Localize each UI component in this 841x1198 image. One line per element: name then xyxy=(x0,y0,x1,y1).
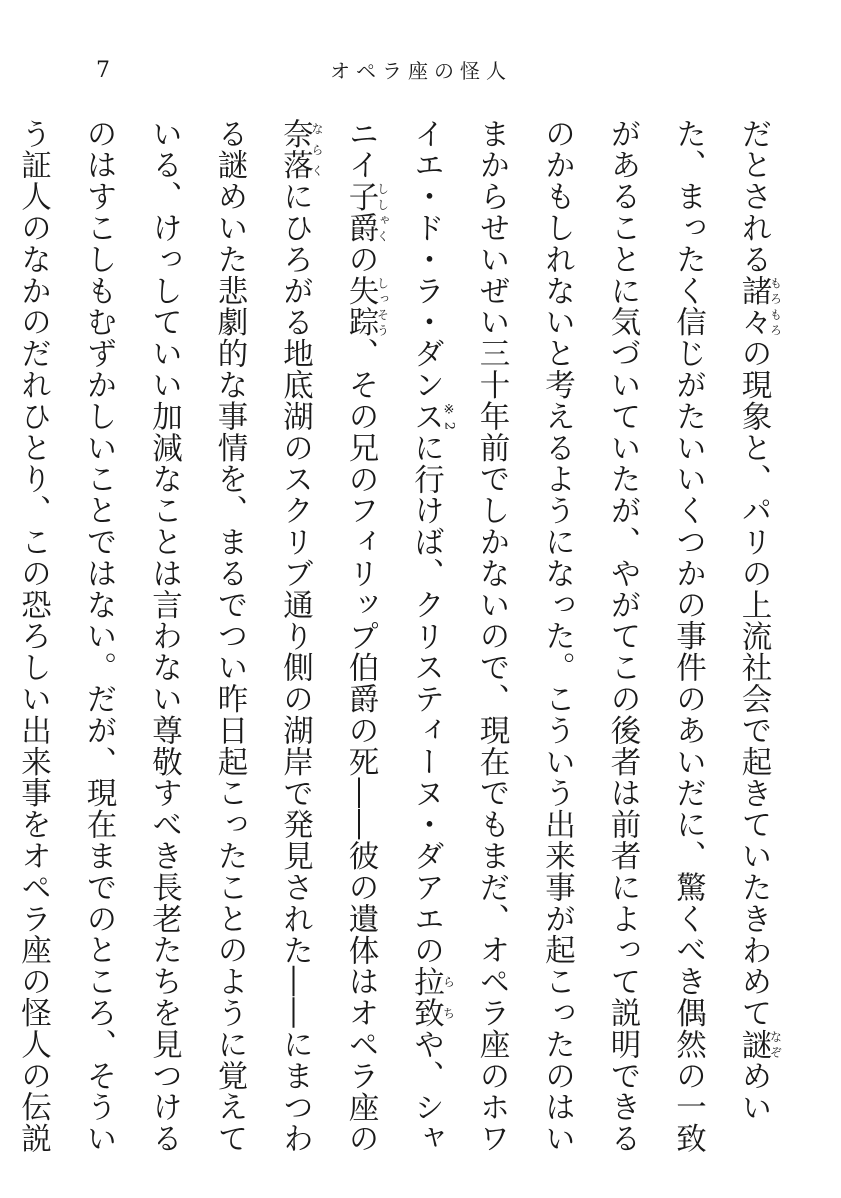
text-run: だとされる xyxy=(736,118,771,275)
text-run: や、シャニイ xyxy=(343,118,444,1155)
ruby-word: 奈落ならく xyxy=(277,118,324,181)
running-title: オペラ座の怪人 xyxy=(330,59,512,83)
page-number: 7 xyxy=(96,58,110,83)
ruby-word: 諸々もろもろ xyxy=(736,275,783,338)
ruby-word: 謎なぞ xyxy=(736,1028,783,1061)
text-run: の現象と、パリの上流社会で起きていたきわめて xyxy=(736,337,771,1029)
text-run: めいた、まったく信じがたいいくつかの事件のあいだに、驚くべき偶然の一致があることに気づいていたが、やがてこの後者は前者によって説明できるのかもしれないと考えるようになった。こういう出来事が起こったのはいまからせいぜい三十年前でしかないので、現在でもまだ、オペラ座のホワイエ・ド・ラ・ダン xyxy=(408,118,771,1155)
footnote-mark: ス※2 xyxy=(408,400,457,433)
text-run: にひろがる地底湖のスクリブ通り側の湖岸で発見された――にまつわる謎めいた悲劇的な事情を、まるでつい昨日起こったことのように覚えている、けっしていい加減なことは言わない尊敬すべき長老たちを見つけるのはすこしもむずかしいことではない。だが、現在までのところ、そういう証人のなかのだれひとり、この恐ろしい出来事をオペラ座の怪人の伝説 xyxy=(15,118,313,1155)
ruby-word: 拉致らち xyxy=(408,965,456,1029)
text-run: の xyxy=(343,243,378,276)
text-run: 、その兄のフィリップ伯爵の死――彼の遺体はオペラ座の xyxy=(343,337,378,1155)
body-text xyxy=(15,118,786,1158)
ruby-word: 失踪しっそう xyxy=(343,275,390,338)
text-run: に行けば、クリスティーヌ・ダアエの xyxy=(408,432,444,966)
ruby-word: 子爵ししゃく xyxy=(343,180,390,244)
paragraph-1 xyxy=(0,118,786,1158)
